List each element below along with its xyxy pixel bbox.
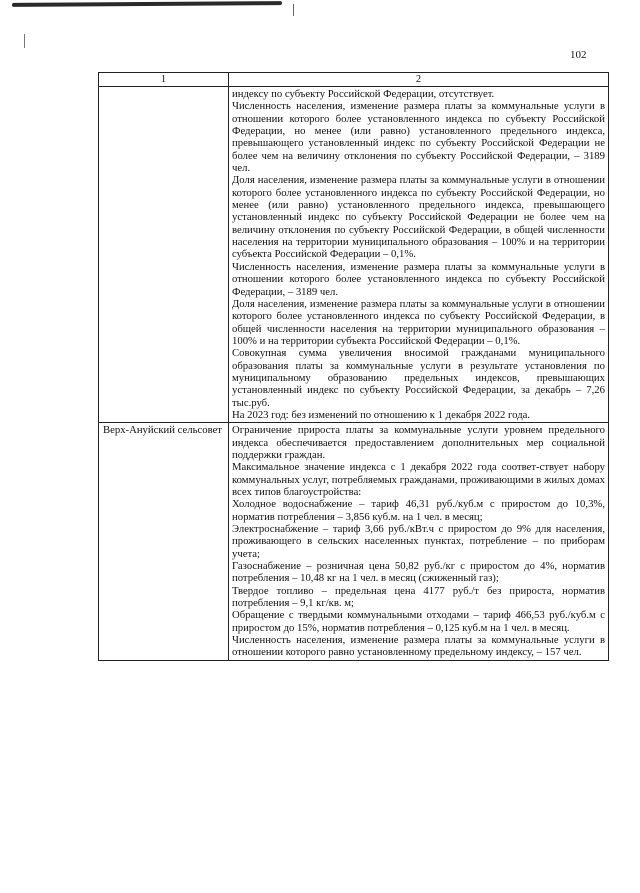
description-cell <box>229 87 609 423</box>
paragraph: Численность населения, изменение размера платы за коммунальные услуги в отношении которого более установленного индекса по субъекту Российской Федерации, – 3189 чел. <box>232 260 605 298</box>
paragraph: Численность населения, изменение размера платы за коммунальные услуги в отношении которого равно установленному предельному индексу, – 157 чел. <box>232 634 605 659</box>
paragraph: На 2023 год: без изменений по отношению к 1 декабря 2022 года. <box>232 408 531 421</box>
table-header-row <box>99 73 609 87</box>
paragraph: Ограничение прироста платы за коммунальные услуги уровнем предельного индекса обеспечивается предоставлением дополнительных мер социальной поддержки граждан. <box>232 424 605 461</box>
paragraph: Обращение с твердыми коммунальными отходами – тариф 466,53 руб./куб.м с приростом до 15%, норматив потребления – 0,125 куб.м на 1 чел. в месяц. <box>232 609 605 634</box>
paragraph: Электроснабжение – тариф 3,66 руб./кВт.ч с приростом до 9% для населения, проживающего в сельских населенных пунктах, потребление – по приборам учета; <box>232 523 605 560</box>
paragraph: Численность населения, изменение размера платы за коммунальные услуги в отношении которого более установленного индекса по субъекту Российской Федерации, но менее (или равно) установленного предельного индекса, превышающего установленный индекс по субъекту Российской Федерации не более чем на величину отклонения по субъекту Российской Федерации, – 3189 чел. <box>232 100 605 175</box>
scan-mark <box>24 34 25 48</box>
page-number: 102 <box>570 49 587 61</box>
paragraph: Газоснабжение – розничная цена 50,82 руб./кг с приростом до 4%, норматив потребления – 10,48 кг на 1 чел. в месяц (сжиженный газ); <box>232 560 605 585</box>
paragraph: индексу по субъекту Российской Федерации, отсутствует. <box>232 88 495 100</box>
paragraph: Твердое топливо – предельная цена 4177 руб./т без прироста, норматив потребления – 9,1 кг/кв. м; <box>232 584 605 610</box>
column-header-1: 1 <box>99 73 229 87</box>
municipality-cell: Верх-Ануйский сельсовет <box>99 423 229 661</box>
document-table <box>98 72 609 661</box>
paragraph: Совокупная сумма увеличения вносимой гражданами муниципального образования платы за коммунальные услуги в результате установления по муниципальному образованию предельных индексов, превышающих установленный индекс по субъекту Российской Федерации, за декабрь – 7,26 тыс.руб. <box>232 347 605 409</box>
scan-edge-artifact <box>12 1 282 7</box>
paragraph: Доля населения, изменение размера платы за коммунальные услуги в отношении которого более установленного индекса по субъекту Российской Федерации, в общей численности населения на территории муниципального образования – 100% и на территории субъекта Российской Федерации – 0,1%. <box>232 297 605 347</box>
column-header-2: 2 <box>229 73 609 87</box>
scan-mark <box>293 4 294 16</box>
municipality-cell <box>99 87 229 423</box>
paragraph: Холодное водоснабжение – тариф 46,31 руб./куб.м с приростом до 10,3%, норматив потребления – 3,856 куб.м. на 1 чел. в месяц; <box>232 498 605 523</box>
paragraph: Максимальное значение индекса с 1 декабря 2022 года соответ-ствует набору коммунальных услуг, потребляемых гражданами, проживающими в жилых домах всех типов благоустройства: <box>232 461 605 498</box>
table-row <box>99 423 609 661</box>
table-row <box>99 87 609 423</box>
description-cell <box>229 423 609 661</box>
paragraph: Доля населения, изменение размера платы за коммунальные услуги в отношении которого более установленного индекса по субъекту Российской Федерации, но менее (или равно) установленного предельного индекса, превышающего установленный индекс по субъекту Российской Федерации не более чем на величину отклонения по субъекту Российской Федерации, в общей численности населения на территории муниципального образования – 100% и на территории субъекта Российской Федерации – 0,1%. <box>232 174 605 261</box>
